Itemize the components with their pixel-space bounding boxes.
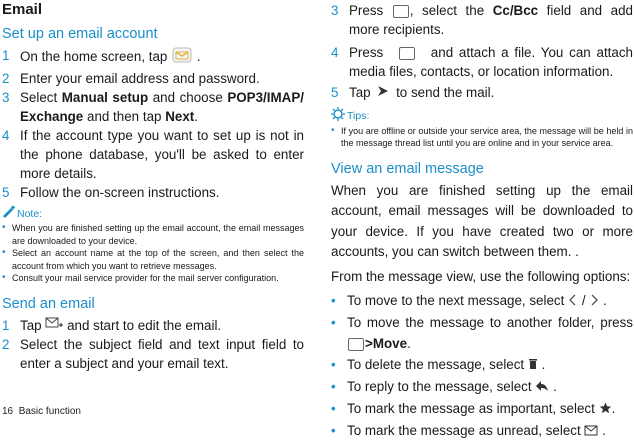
star-icon — [599, 399, 612, 420]
step-text: and choose — [152, 90, 223, 105]
option-item: • To move the message to another folder, press >Move. — [331, 315, 633, 352]
note-text: Consult your mail service provider for the mail server configuration. — [12, 273, 279, 283]
option-text: To mark the message as unread, select — [347, 423, 581, 439]
right-column — [331, 0, 633, 442]
step-number: 1 — [2, 48, 10, 63]
step-text-end: . — [194, 109, 198, 124]
step-text-end: field and add more recipients. — [349, 3, 633, 37]
send-step — [2, 335, 304, 373]
step-bold: Next — [165, 109, 195, 124]
step-text: If the account type you want to set up is not in the phone database, you'll be asked to enter more details. — [20, 128, 304, 181]
tips-label: Tips: — [347, 110, 370, 123]
menu-key-icon — [399, 47, 415, 60]
option-text: To mark the message as important, select — [347, 401, 595, 417]
option-text-end: . — [602, 423, 606, 439]
view-paragraph: From the message view, use the following options: — [331, 268, 631, 284]
step-number: 1 — [2, 317, 10, 333]
step-text: and then tap — [87, 109, 162, 124]
step-number: 3 — [331, 3, 339, 18]
step-number: 4 — [2, 128, 10, 143]
view-heading: View an email message — [331, 160, 484, 177]
menu-key-icon — [348, 338, 364, 351]
option-item: • To delete the message, select . — [331, 354, 633, 376]
option-text: To move to the next message, select — [347, 293, 565, 309]
unread-mail-icon — [584, 421, 598, 442]
setup-step — [2, 88, 304, 126]
step-bold: Cc/Bcc — [492, 3, 539, 18]
left-column — [2, 0, 304, 373]
send-icon — [374, 84, 392, 103]
section-name: Basic function — [18, 406, 81, 417]
tips-header — [331, 108, 633, 125]
send-step — [2, 316, 304, 336]
step-number: 2 — [2, 337, 10, 353]
option-text-end: . — [553, 379, 557, 395]
setup-step — [2, 183, 304, 202]
note-label: Note: — [17, 207, 43, 220]
step-number: 5 — [2, 185, 10, 200]
compose-icon — [45, 316, 63, 335]
step-text: Press — [349, 3, 384, 18]
email-app-icon — [171, 46, 193, 69]
note-item: • Consult your mail service provider for the mail server configuration. — [2, 272, 304, 285]
trash-icon — [528, 355, 538, 376]
step-text: On the home screen, tap — [20, 49, 168, 65]
option-item: • To move to the next message, select / . — [331, 290, 633, 312]
step-text-end: . — [196, 49, 201, 65]
note-text: When you are finished setting up the email account, the email messages are downloaded to your device. — [12, 223, 304, 246]
step-bold: Manual setup — [61, 90, 149, 105]
chevron-left-icon — [568, 291, 578, 312]
step-number: 2 — [2, 71, 10, 86]
step-text-end: and start to edit the email. — [67, 317, 222, 333]
note-icon — [2, 205, 15, 223]
step-text: Tap — [349, 85, 371, 100]
option-separator: / — [581, 293, 586, 309]
step-text: , select the — [409, 3, 485, 18]
step-text: Follow the on-screen instructions. — [20, 185, 220, 200]
step-number: 3 — [2, 90, 10, 105]
step-number: 4 — [331, 45, 339, 60]
option-item: • To mark the message as important, select . — [331, 398, 633, 420]
step-text: Select — [20, 90, 58, 105]
option-item: • To reply to the message, select . — [331, 376, 633, 398]
chevron-right-icon — [589, 291, 599, 312]
option-bold: >Move — [365, 336, 408, 352]
option-text: To move the message to another folder, press — [347, 315, 633, 331]
step-text: Tap — [20, 317, 42, 333]
tips-item: • If you are offline or outside your service area, the message will be held in the message thread list until you are online and in your service area. — [331, 124, 633, 149]
step-text: Press — [349, 45, 384, 60]
send-step — [331, 83, 633, 103]
setup-heading: Set up an email account — [2, 26, 158, 42]
step-bold: POP3/IMAP/ Exchange — [20, 90, 304, 124]
send-step — [331, 1, 633, 39]
page-number: 16 — [2, 406, 14, 417]
view-paragraph: When you are finished setting up the email account, email messages will be downloaded to your device. If you have created two or more accounts, you can switch between them. . — [331, 182, 633, 260]
note-item: • Select an account name at the top of the screen, and then select the account from which you want to retrieve messages. — [2, 247, 304, 271]
option-text: To delete the message, select — [347, 357, 525, 373]
option-text: To reply to the message, select — [347, 379, 532, 395]
step-text-end: and attach a file. You can attach media files, contacts, or location information. — [349, 45, 633, 79]
note-text: Select an account name at the top of the screen, and then select the account from which you want to retrieve messages. — [12, 248, 304, 271]
step-text: Enter your email address and password. — [20, 71, 260, 86]
step-number: 5 — [331, 85, 339, 100]
option-text-end: . — [603, 293, 607, 309]
tips-icon — [331, 107, 345, 126]
note-item: • When you are finished setting up the email account, the email messages are downloaded to your device. — [2, 222, 304, 246]
tips-text: If you are offline or outside your service area, the message will be held in the message thread list until you are online and in your service area. — [341, 125, 633, 149]
option-text-end: . — [611, 401, 616, 417]
note-header — [2, 205, 304, 222]
option-item: • To mark the message as unread, select . — [331, 420, 633, 442]
page-footer — [2, 406, 81, 417]
send-step — [331, 43, 633, 81]
option-text-end: . — [541, 357, 546, 373]
send-heading: Send an email — [2, 295, 95, 312]
step-text-end: to send the mail. — [396, 85, 495, 100]
menu-key-icon — [393, 5, 409, 18]
reply-icon — [535, 377, 549, 398]
setup-step — [2, 69, 304, 88]
step-text: Select the subject field and text input field to enter a subject and your email text. — [20, 337, 304, 372]
setup-step — [2, 126, 304, 183]
option-text-end: . — [407, 336, 411, 352]
setup-step — [2, 46, 304, 69]
page-title: Email — [2, 1, 43, 18]
